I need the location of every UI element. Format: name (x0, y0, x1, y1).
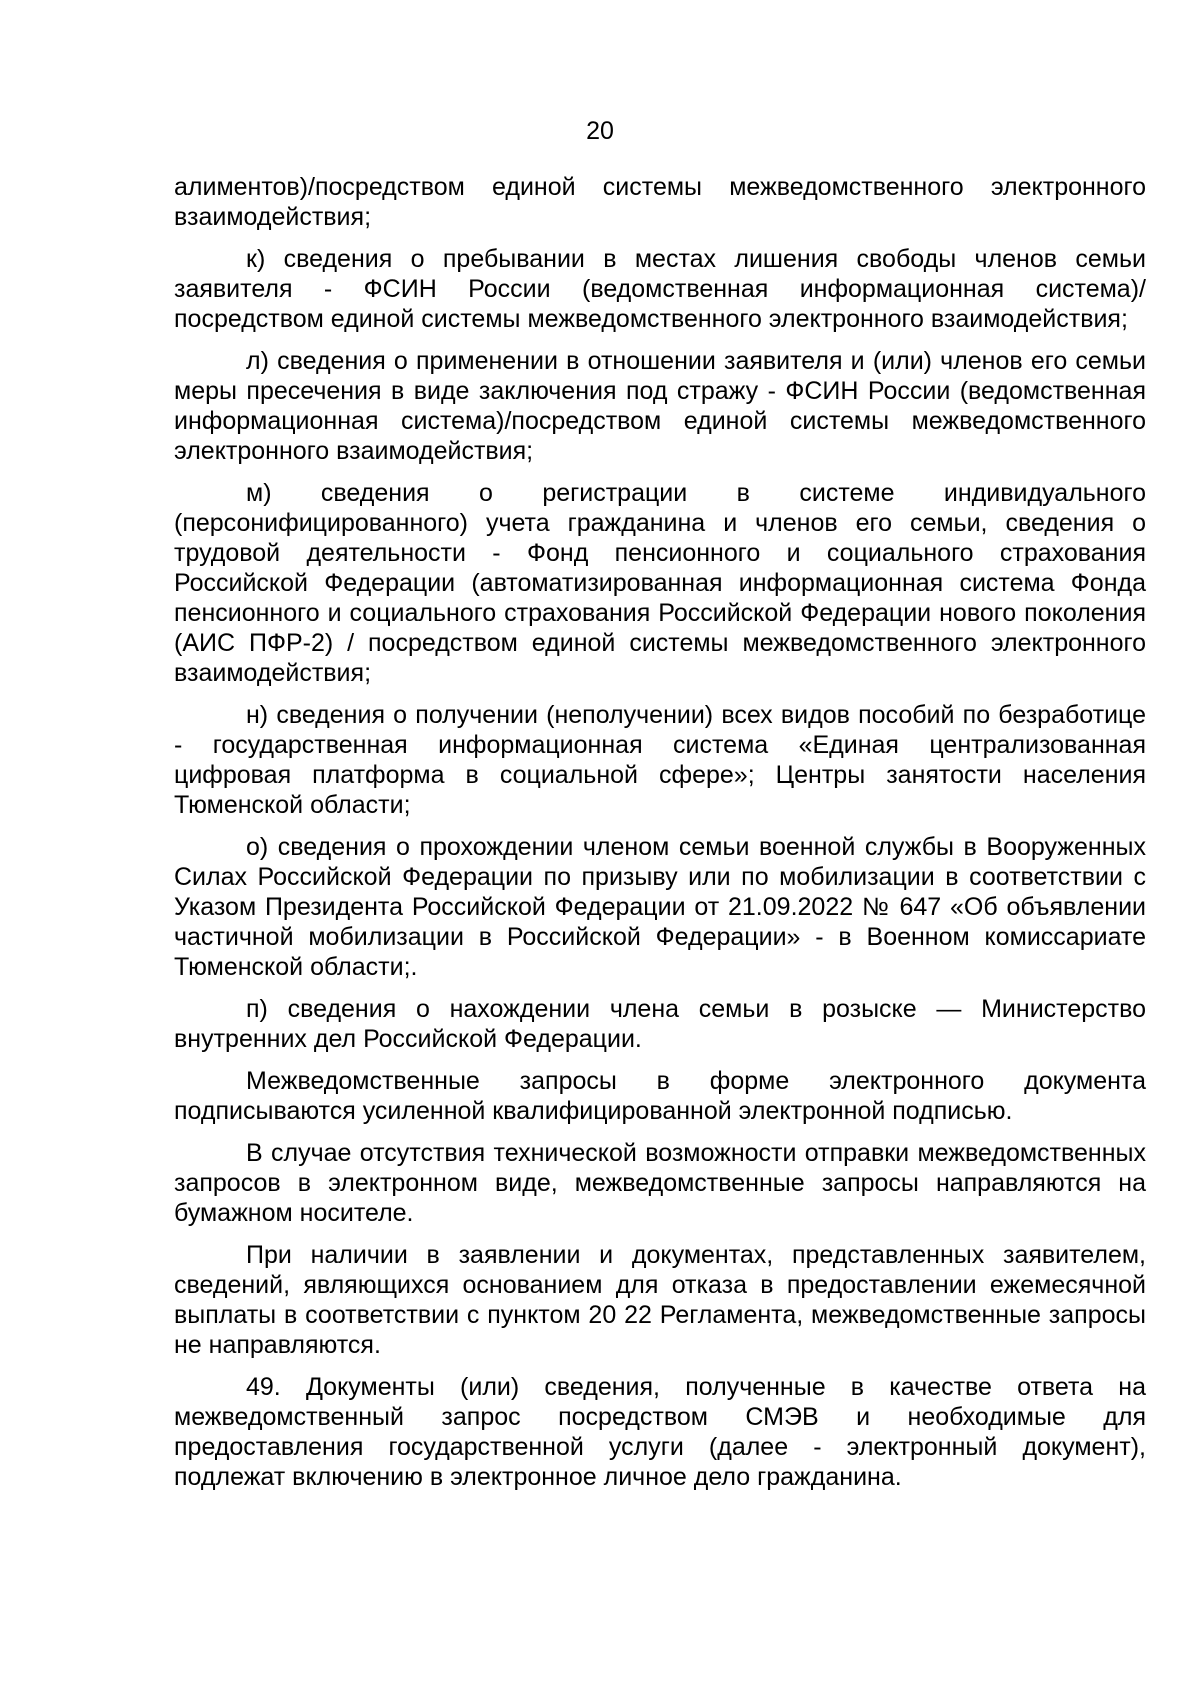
page-number: 20 (586, 117, 614, 145)
paragraph-item-n: н) сведения о получении (неполучении) всех видов пособий по безработице - государственная информационная система «Единая централизованная цифровая платформа в социальной сфере»; Центры занятости населения Тюменской области; (174, 701, 1146, 819)
paragraph-item-o: о) сведения о прохождении членом семьи военной службы в Вооруженных Силах Российской Федерации по призыву или по мобилизации в соответствии с Указом Президента Российской Федерации от 21.09.2022 № 647 «Об объявлении частичной мобилизации в Российской Федерации» - в Военном комиссариате Тюменской области;. (174, 833, 1146, 981)
paragraph-49: 49. Документы (или) сведения, полученные в качестве ответа на межведомственный запрос посредством СМЭВ и необходимые для предоставления государственной услуги (далее - электронный документ), подлежат включению в электронное личное дело гражданина. (174, 1373, 1146, 1491)
paragraph-continuation: алиментов)/посредством единой системы межведомственного электронного взаимодействия; (174, 173, 1146, 231)
paragraph-item-k: к) сведения о пребывании в местах лишения свободы членов семьи заявителя - ФСИН России (ведомственная информационная система)/посредством единой системы межведомственного электронного взаимодействия; (174, 245, 1146, 333)
paragraph-signature-requirement: Межведомственные запросы в форме электронного документа подписываются усиленной квалифицированной электронной подписью. (174, 1067, 1146, 1125)
paragraph-item-l: л) сведения о применении в отношении заявителя и (или) членов его семьи меры пресечения в виде заключения под стражу - ФСИН России (ведомственная информационная система)/посредством единой системы межведомственного электронного взаимодействия; (174, 347, 1146, 465)
paragraph-item-p: п) сведения о нахождении члена семьи в розыске — Министерство внутренних дел Российской Федерации. (174, 995, 1146, 1053)
paragraph-item-m: м) сведения о регистрации в системе индивидуального (персонифицированного) учета гражданина и членов его семьи, сведения о трудовой деятельности - Фонд пенсионного и социального страхования Российской Федерации (автоматизированная информационная система Фонда пенсионного и социального страхования Российской Федерации нового поколения (АИС ПФР-2) / посредством единой системы межведомственного электронного взаимодействия; (174, 479, 1146, 687)
paragraph-refusal-grounds: При наличии в заявлении и документах, представленных заявителем, сведений, являющихся основанием для отказа в предоставлении ежемесячной выплаты в соответствии с пунктом 20 22 Регламента, межведомственные запросы не направляются. (174, 1241, 1146, 1359)
document-body (174, 172, 1146, 1504)
paragraph-paper-requests: В случае отсутствия технической возможности отправки межведомственных запросов в электронном виде, межведомственные запросы направляются на бумажном носителе. (174, 1139, 1146, 1227)
